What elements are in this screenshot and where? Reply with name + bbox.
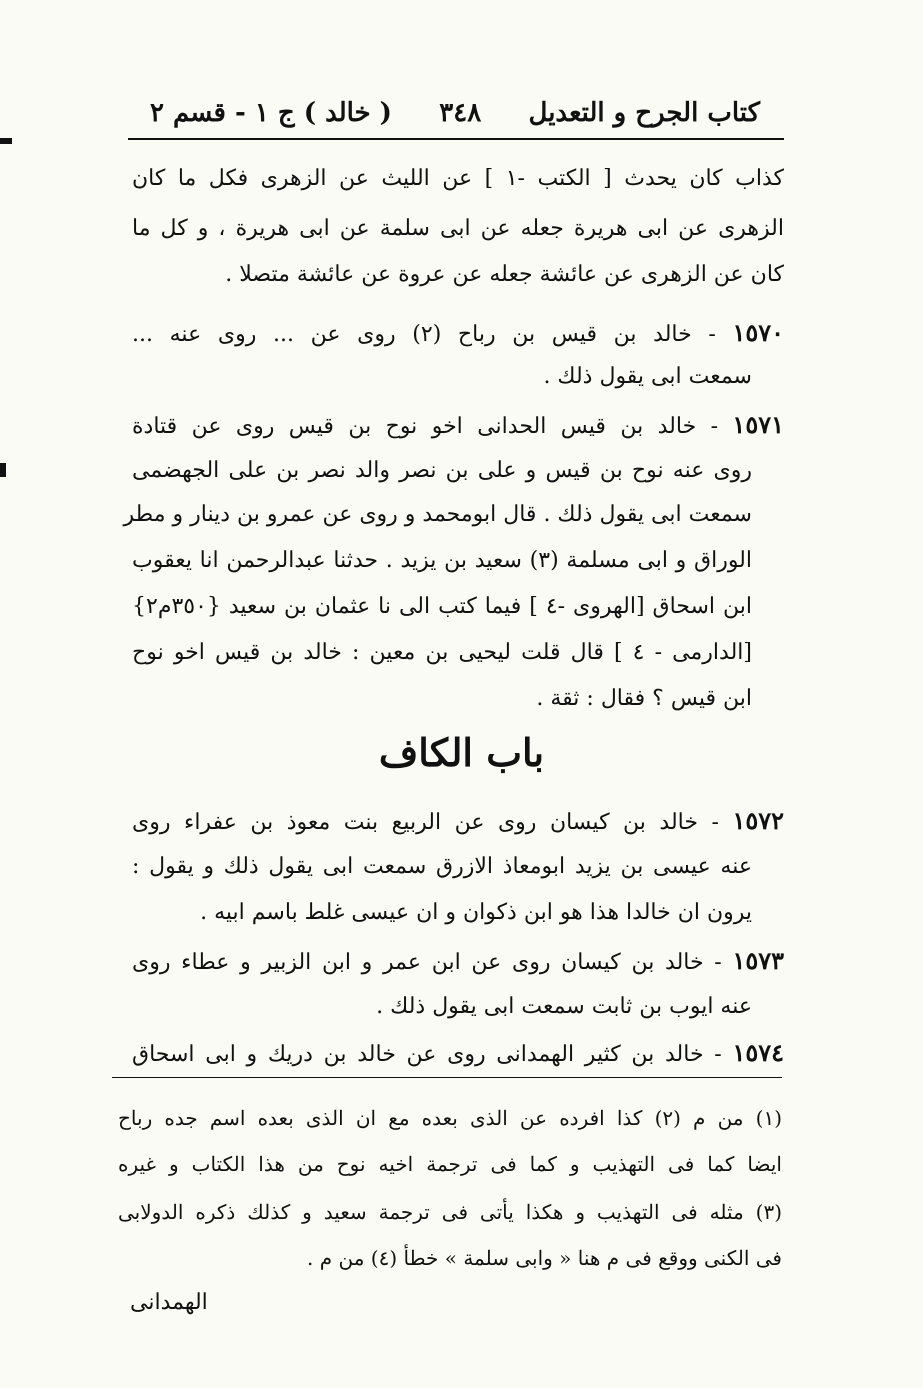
footnote-line: (٣) مثله فى التهذيب و هكذا يأتى فى ترجمة سعيد و كذلك ذكره الدولابى [118, 1200, 782, 1224]
text-line: عنه عيسى بن يزيد ابومعاذ الازرق سمعت ابى يقول ذلك و يقول : [132, 854, 752, 879]
header-rule [128, 138, 784, 140]
binding-mark [0, 463, 6, 477]
text-line: يرون ان خالدا هذا هو ابن ذكوان و ان عيسى غلط باسم ابيه . [200, 900, 752, 925]
entry-1573-line: ١٥٧٣ - خالد بن كيسان روى عن ابن عمر و ابن الزبير و عطاء روى [132, 946, 785, 975]
footnote-line: فى الكنى ووقع فى م هنا « وابى سلمة » خطأ (٤) من م . [307, 1246, 782, 1270]
entry-number: ١٥٧١ [732, 410, 784, 439]
entry-1572-line: ١٥٧٢ - خالد بن كيسان روى عن الربيع بنت معوذ بن عفراء روى [132, 806, 784, 835]
entry-number: ١٥٧٣ [732, 946, 785, 975]
text-line: كذاب كان يحدث [ الكتب -١ ] عن الليث عن الزهرى فكل ما كان [132, 166, 784, 191]
text-line: ابن اسحاق [الهروى -٤ ] فيما كتب الى نا عثمان بن سعيد {٣٥٠م٢} [132, 594, 752, 619]
entry-number: ١٥٧٢ [732, 806, 784, 835]
entry-1574-line: ١٥٧٤ - خالد بن كثير الهمدانى روى عن خالد بن دريك و ابى اسحاق [132, 1038, 784, 1067]
footnote-line: (١) من م (٢) كذا افرده عن الذى بعده مع ان الذى بعده اسم جده رباح [118, 1106, 782, 1130]
text-line: سمعت ابى يقول ذلك . قال ابومحمد و روى عن عمرو بن دينار و مطر [123, 502, 752, 527]
entry-1571-line: ١٥٧١ - خالد بن قيس الحدانى اخو نوح بن قيس روى عن قتادة [132, 410, 784, 439]
running-header [150, 92, 760, 134]
entry-number: ١٥٧٤ [732, 1038, 784, 1067]
footnote-line: ايضا كما فى التهذيب و كما فى ترجمة اخيه نوح من هذا الكتاب و غيره [118, 1152, 782, 1176]
text-line: ابن قيس ؟ فقال : ثقة . [536, 686, 752, 711]
entry-number: ١٥٧٠ [732, 318, 785, 347]
chapter-title: باب الكاف [378, 730, 545, 775]
catchword: الهمدانى [130, 1290, 208, 1315]
header-section: ( خالد ) ج ١ - قسم ٢ [150, 98, 392, 128]
text-line: الوراق و ابى مسلمة (٣) سعيد بن يزيد . حدثنا عبدالرحمن انا يعقوب [132, 548, 752, 573]
text-line: سمعت ابى يقول ذلك . [543, 364, 752, 389]
entry-1570-line: ١٥٧٠ - خالد بن قيس بن رباح (٢) روى عن ... روى عنه ... [132, 318, 785, 347]
text-line: عنه ايوب بن ثابت سمعت ابى يقول ذلك . [376, 994, 752, 1019]
text-line: الزهرى عن ابى هريرة جعله عن ابى سلمة عن ابى هريرة ، و كل ما [132, 216, 784, 241]
text-line: [الدارمى - ٤ ] قال قلت ليحيى بن معين : خالد بن قيس اخو نوح [132, 640, 752, 665]
page-number: ٣٤٨ [439, 98, 482, 128]
header-title: كتاب الجرح و التعديل [528, 98, 760, 128]
text-line: روى عنه نوح بن قيس و على بن نصر والد نصر بن على الجهضمى [132, 458, 752, 483]
text-line: كان عن الزهرى عن عائشة جعله عن عروة عن عائشة متصلا . [225, 262, 784, 287]
footnote-rule [112, 1077, 782, 1078]
binding-mark [0, 138, 12, 144]
